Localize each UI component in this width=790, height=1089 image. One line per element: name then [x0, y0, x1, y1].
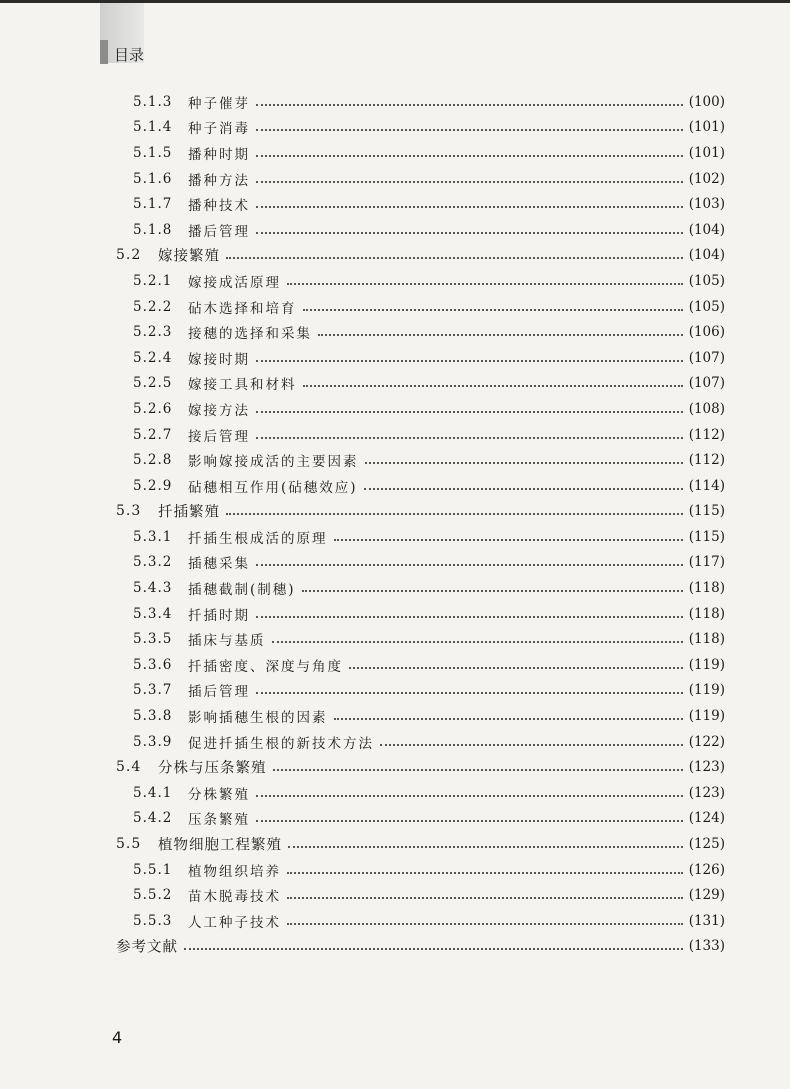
toc-entry-page: (123)	[688, 784, 725, 801]
toc-entry-number: 5.2.1	[133, 272, 173, 289]
toc-entry-number: 5.4	[116, 759, 142, 776]
toc-entry-number: 5.3.7	[133, 682, 173, 699]
toc-entry-number: 5.2	[116, 247, 142, 264]
toc-entry	[0, 473, 790, 499]
toc-entry	[0, 626, 790, 652]
toc-entry-title: 分株与压条繁殖	[158, 760, 267, 777]
toc-entry	[0, 447, 790, 473]
toc-entry-number: 5.2.3	[133, 324, 173, 341]
toc-entry	[0, 140, 790, 166]
dot-leader	[226, 257, 683, 259]
toc-entry-title: 播后管理	[188, 223, 250, 240]
toc-entry-number: 5.4.3	[133, 580, 173, 597]
toc-entry-title: 压条繁殖	[188, 812, 250, 829]
dot-leader	[256, 411, 683, 413]
dot-leader	[256, 564, 683, 566]
toc-entry	[0, 575, 790, 601]
toc-entry-page: (112)	[688, 426, 725, 443]
toc-entry	[0, 396, 790, 422]
toc-entry-title: 促进扦插生根的新技术方法	[188, 735, 374, 752]
toc-entry	[0, 191, 790, 217]
toc-entry-title: 嫁接繁殖	[158, 248, 220, 265]
toc-entry	[0, 780, 790, 806]
toc-entry-title: 种子催芽	[188, 95, 250, 112]
toc-entry-page: (105)	[688, 298, 725, 315]
dot-leader	[256, 820, 683, 822]
toc-entry-title: 植物组织培养	[188, 863, 281, 880]
toc-entry-title: 嫁接时期	[188, 351, 250, 368]
dot-leader	[349, 667, 683, 669]
toc-entry-title: 播种时期	[188, 146, 250, 163]
toc-entry-page: (118)	[688, 605, 725, 622]
toc-entry-number: 5.3.5	[133, 631, 173, 648]
toc-entry	[0, 601, 790, 627]
toc-entry-number: 5.3	[116, 503, 142, 520]
dot-leader	[364, 488, 683, 490]
toc-entry	[0, 166, 790, 192]
toc-entry-page: (104)	[688, 221, 725, 238]
table-of-contents	[0, 89, 790, 959]
toc-entry-number: 5.2.6	[133, 400, 173, 417]
dot-leader	[287, 283, 683, 285]
toc-entry-title: 扦插繁殖	[158, 504, 220, 521]
toc-entry-page: (103)	[688, 196, 725, 213]
toc-entry-title: 扦插时期	[188, 607, 250, 624]
toc-entry-page: (125)	[688, 836, 725, 853]
toc-entry-number: 5.2.7	[133, 426, 173, 443]
toc-entry-number: 5.1.8	[133, 221, 173, 238]
toc-entry-title: 参考文献	[116, 939, 178, 956]
toc-entry-number: 5.3.6	[133, 656, 173, 673]
dot-leader	[226, 513, 683, 515]
toc-entry-number: 5.1.5	[133, 144, 173, 161]
toc-entry-page: (101)	[688, 144, 725, 161]
toc-entry-title: 嫁接工具和材料	[188, 377, 297, 394]
toc-entry-number: 5.1.6	[133, 170, 173, 187]
toc-entry	[0, 934, 790, 960]
toc-entry-page: (124)	[688, 810, 725, 827]
dot-leader	[288, 846, 683, 848]
toc-entry	[0, 294, 790, 320]
toc-entry-page: (119)	[688, 682, 725, 699]
toc-entry-title: 植物细胞工程繁殖	[158, 837, 282, 854]
running-header: 目录	[114, 46, 145, 64]
toc-entry-number: 5.5.2	[133, 887, 173, 904]
toc-entry-page: (118)	[688, 631, 725, 648]
toc-entry	[0, 524, 790, 550]
toc-entry-title: 插床与基质	[188, 633, 266, 650]
dot-leader	[256, 692, 683, 694]
toc-entry-number: 5.3.8	[133, 708, 173, 725]
dot-leader	[334, 718, 683, 720]
toc-entry-title: 接穗的选择和采集	[188, 326, 312, 343]
toc-entry-number: 5.1.4	[133, 119, 173, 136]
toc-entry-title: 影响插穗生根的因素	[188, 710, 328, 727]
dot-leader	[273, 769, 683, 771]
toc-entry-title: 影响嫁接成活的主要因素	[188, 454, 359, 471]
dot-leader	[184, 948, 683, 950]
toc-entry-number: 5.2.2	[133, 298, 173, 315]
dot-leader	[365, 462, 683, 464]
dot-leader	[256, 795, 683, 797]
toc-entry	[0, 217, 790, 243]
toc-entry	[0, 89, 790, 115]
dot-leader	[287, 872, 683, 874]
toc-entry-title: 插穗截制(制穗)	[188, 582, 296, 599]
toc-entry	[0, 550, 790, 576]
toc-entry-title: 种子消毒	[188, 121, 250, 138]
dot-leader	[256, 206, 683, 208]
toc-entry-number: 5.5	[116, 836, 142, 853]
toc-entry-title: 分株繁殖	[188, 786, 250, 803]
toc-entry-title: 接后管理	[188, 428, 250, 445]
toc-entry-page: (123)	[688, 759, 725, 776]
toc-entry	[0, 243, 790, 269]
toc-entry-page: (114)	[688, 477, 725, 494]
toc-entry-number: 5.3.1	[133, 528, 173, 545]
toc-entry-page: (104)	[688, 247, 725, 264]
toc-entry-page: (115)	[688, 503, 725, 520]
toc-entry-title: 扦插生根成活的原理	[188, 530, 328, 547]
toc-entry-title: 扦插密度、深度与角度	[188, 658, 343, 675]
toc-entry-page: (105)	[688, 272, 725, 289]
toc-entry-number: 5.3.4	[133, 605, 173, 622]
toc-entry	[0, 806, 790, 832]
toc-entry-page: (131)	[688, 912, 725, 929]
toc-entry	[0, 499, 790, 525]
toc-entry	[0, 703, 790, 729]
toc-entry-page: (106)	[688, 324, 725, 341]
dot-leader	[256, 104, 683, 106]
toc-entry-page: (115)	[688, 528, 725, 545]
toc-entry-number: 5.2.9	[133, 477, 173, 494]
dot-leader	[256, 155, 683, 157]
dot-leader	[318, 334, 683, 336]
toc-entry	[0, 729, 790, 755]
toc-entry-page: (126)	[688, 861, 725, 878]
toc-entry-number: 5.2.8	[133, 452, 173, 469]
toc-entry-page: (102)	[688, 170, 725, 187]
header-bar	[100, 40, 108, 64]
dot-leader	[256, 232, 683, 234]
dot-leader	[256, 616, 683, 618]
dot-leader	[272, 641, 683, 643]
toc-entry-number: 5.5.1	[133, 861, 173, 878]
toc-entry-number: 5.1.7	[133, 196, 173, 213]
toc-entry-title: 播种方法	[188, 172, 250, 189]
toc-entry-title: 嫁接成活原理	[188, 274, 281, 291]
toc-entry-page: (107)	[688, 375, 725, 392]
toc-entry	[0, 678, 790, 704]
dot-leader	[256, 437, 683, 439]
dot-leader	[256, 360, 683, 362]
toc-entry	[0, 115, 790, 141]
dot-leader	[256, 129, 683, 131]
toc-entry	[0, 754, 790, 780]
toc-entry-number: 5.3.2	[133, 554, 173, 571]
toc-entry-page: (107)	[688, 349, 725, 366]
toc-entry	[0, 268, 790, 294]
toc-entry-title: 插后管理	[188, 684, 250, 701]
toc-entry-title: 嫁接方法	[188, 402, 250, 419]
toc-entry-page: (119)	[688, 656, 725, 673]
dot-leader	[303, 309, 683, 311]
toc-entry-page: (108)	[688, 400, 725, 417]
toc-entry-page: (112)	[688, 452, 725, 469]
toc-entry-page: (129)	[688, 887, 725, 904]
toc-entry	[0, 422, 790, 448]
page-number: 4	[112, 1028, 123, 1047]
toc-entry-number: 5.1.3	[133, 93, 173, 110]
toc-entry-number: 5.2.4	[133, 349, 173, 366]
toc-entry-page: (119)	[688, 708, 725, 725]
toc-entry-number: 5.4.2	[133, 810, 173, 827]
toc-entry-number: 5.3.9	[133, 733, 173, 750]
toc-entry-page: (122)	[688, 733, 725, 750]
toc-entry-title: 苗木脱毒技术	[188, 889, 281, 906]
toc-entry	[0, 345, 790, 371]
toc-entry	[0, 652, 790, 678]
toc-entry-page: (117)	[688, 554, 725, 571]
dot-leader	[303, 385, 683, 387]
toc-entry-title: 砧木选择和培育	[188, 300, 297, 317]
dot-leader	[287, 897, 683, 899]
toc-entry	[0, 882, 790, 908]
toc-entry	[0, 857, 790, 883]
toc-entry-number: 5.4.1	[133, 784, 173, 801]
toc-entry-title: 插穗采集	[188, 556, 250, 573]
dot-leader	[380, 744, 683, 746]
toc-entry	[0, 831, 790, 857]
dot-leader	[302, 590, 683, 592]
dot-leader	[256, 181, 683, 183]
toc-entry	[0, 371, 790, 397]
toc-entry-number: 5.5.3	[133, 912, 173, 929]
toc-entry-page: (118)	[688, 580, 725, 597]
toc-entry-title: 人工种子技术	[188, 914, 281, 931]
toc-entry	[0, 908, 790, 934]
toc-entry-title: 砧穗相互作用(砧穗效应)	[188, 479, 358, 496]
toc-entry-title: 播种技术	[188, 198, 250, 215]
toc-entry	[0, 319, 790, 345]
toc-entry-page: (100)	[688, 93, 725, 110]
dot-leader	[334, 539, 683, 541]
toc-entry-page: (101)	[688, 119, 725, 136]
toc-entry-number: 5.2.5	[133, 375, 173, 392]
toc-entry-page: (133)	[688, 938, 725, 955]
dot-leader	[287, 923, 683, 925]
